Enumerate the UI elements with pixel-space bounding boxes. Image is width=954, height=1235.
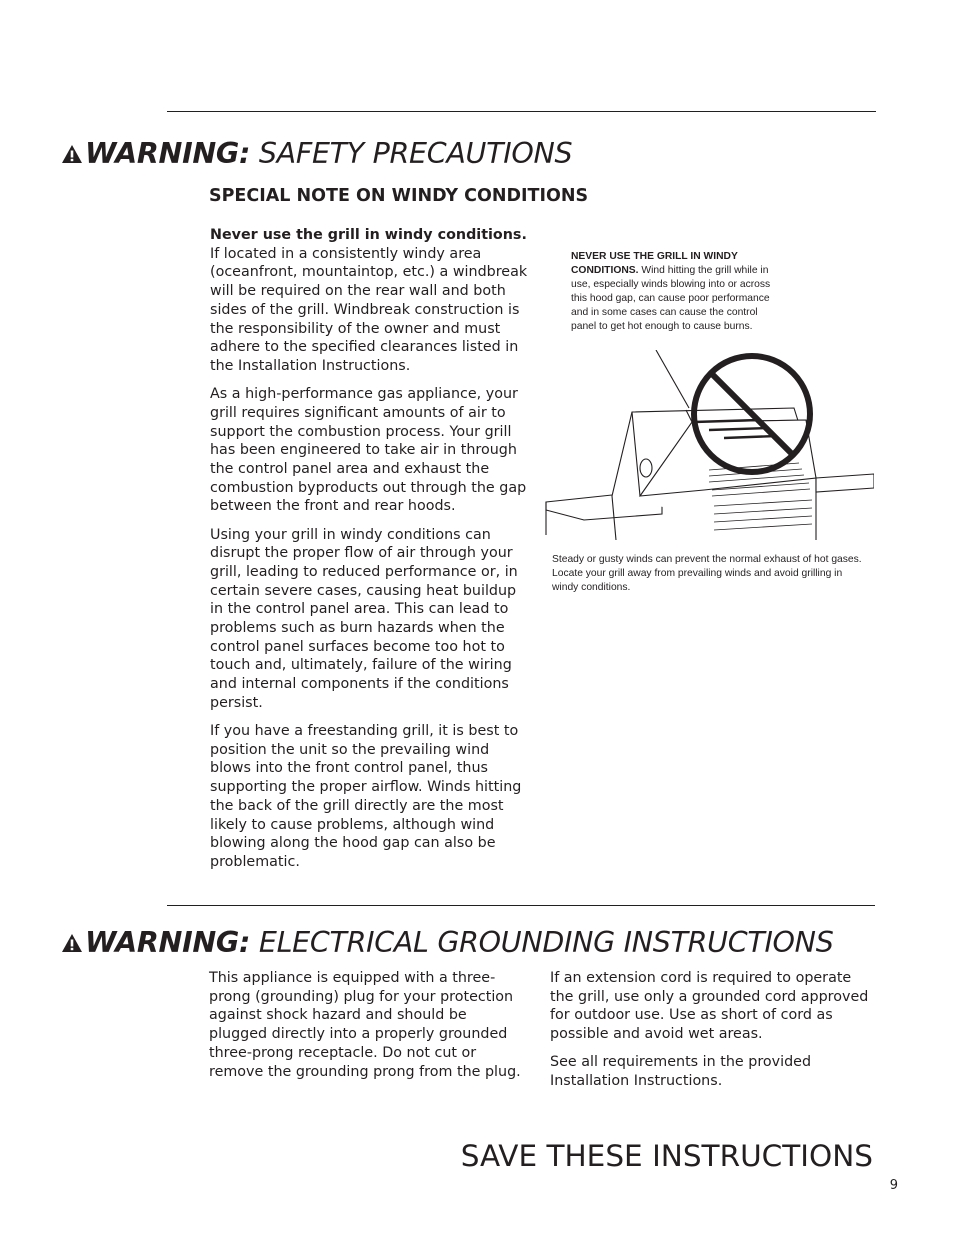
electrical-heading: [61, 926, 834, 959]
windy-subheading: SPECIAL NOTE ON WINDY CONDITIONS: [209, 186, 589, 206]
electrical-col-2: [550, 969, 874, 1100]
safety-paragraph-1: [210, 226, 532, 376]
safety-title: SAFETY PRECAUTIONS: [258, 137, 573, 170]
safety-text: [210, 226, 532, 881]
safety-paragraph-2: As a high-performance gas appliance, your grill requires significant amounts of air to support the combustion process. Your grill has been engineered to take air in through the control panel area and exhaust the combustion byproducts out through the gap between the front and rear hoods.: [210, 386, 527, 515]
middle-rule: [167, 905, 875, 906]
electrical-col-1: [209, 969, 521, 1091]
top-rule: [167, 111, 876, 112]
figure-callout: [571, 250, 771, 334]
electrical-col1-paragraph: This appliance is equipped with a three-prong (grounding) plug for your protection against shock hazard and should be plugged directly into a properly grounded three-prong receptacle. Do not cut or remove the grounding prong from the plug.: [209, 970, 521, 1080]
warning-triangle-icon: [61, 933, 83, 953]
figure-caption: Steady or gusty winds can prevent the normal exhaust of hot gases. Locate your grill away from prevailing winds and avoid grilling in windy conditions.: [552, 554, 862, 593]
windy-lead: Never use the grill in windy conditions.: [210, 227, 527, 243]
safety-paragraph-4: If you have a freestanding grill, it is best to position the unit so the prevailing wind blows into the front control panel, thus supporting the proper airflow. Winds hitting the back of the grill directly are the most likely to cause problems, although wind blowing along the hood gap can also be problematic.: [210, 723, 522, 870]
electrical-col2-paragraph-2: See all requirements in the provided Installation Instructions.: [550, 1054, 812, 1090]
electrical-warning-label: WARNING:: [85, 926, 251, 959]
grill-illustration: [544, 350, 874, 540]
safety-paragraph-3: Using your grill in windy conditions can disrupt the proper flow of air through your grill, leading to reduced performance or, in certain severe cases, causing heat buildup in the control panel area. This can lead to problems such as burn hazards when the control panel surfaces become too hot to touch and, ultimately, failure of the wiring and internal components if the conditions persist.: [210, 526, 518, 711]
safety-p1-text: If located in a consistently windy area (oceanfront, mountaintop, etc.) a windbreak will be required on the rear wall and both sides of the grill. Windbreak construction is the responsibility of the owner and must adhere to the specified clearances listed in the Installation Instructions.: [210, 245, 528, 374]
safety-heading: [61, 137, 573, 170]
electrical-col2-paragraph-1: If an extension cord is required to operate the grill, use only a grounded cord approved for outdoor use. Use as short of cord as possible and avoid wet areas.: [550, 970, 869, 1043]
page-number: 9: [889, 1178, 898, 1193]
callout-leader-line: [656, 350, 689, 408]
save-instructions: SAVE THESE INSTRUCTIONS: [460, 1139, 873, 1173]
warning-triangle-icon: [61, 144, 83, 164]
electrical-title: ELECTRICAL GROUNDING INSTRUCTIONS: [258, 926, 834, 959]
callout-bold: NEVER USE THE GRILL IN WINDY CONDITIONS.: [571, 251, 738, 276]
safety-warning-label: WARNING:: [85, 137, 251, 170]
callout-text: Wind hitting the grill while in use, especially winds blowing into or across this hood gap, can cause poor performance and in some cases can cause the control panel to get hot enough to cause burns.: [571, 265, 771, 332]
